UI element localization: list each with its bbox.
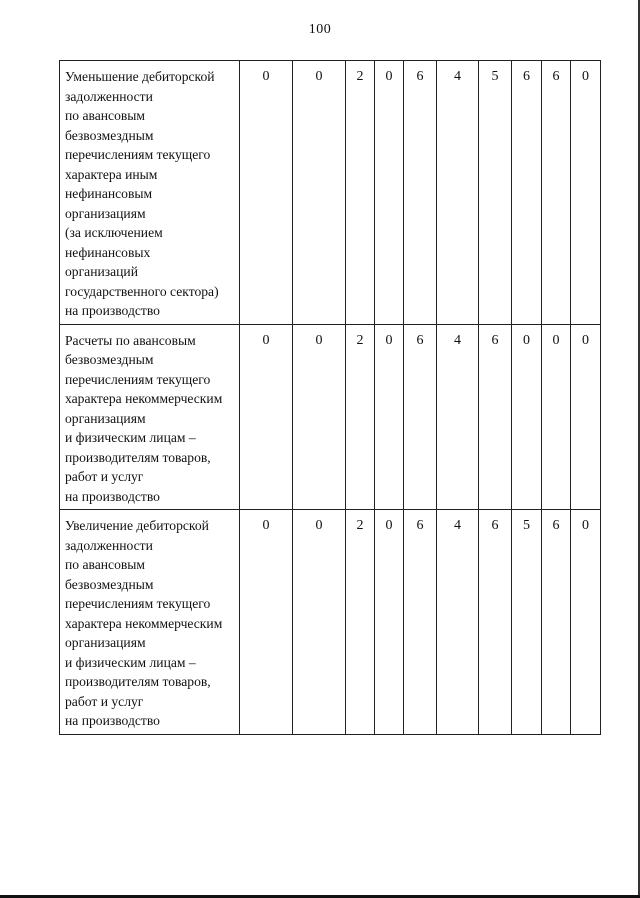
code-digit: 6 [404,61,437,325]
code-digit: 6 [404,324,437,510]
code-digit: 2 [346,510,375,735]
code-digit: 4 [437,61,479,325]
row-description: Увеличение дебиторской задолженности по авансовым безвозмездным перечислениям текущего характера некоммерческим организациям и физическим лицам – производителям товаров, работ и услуг на производство [60,510,240,735]
code-digit: 0 [571,324,601,510]
code-digit: 0 [375,510,404,735]
code-digit: 6 [512,61,542,325]
code-digit: 0 [240,61,293,325]
table-row [60,510,601,735]
code-digit: 2 [346,61,375,325]
code-digit: 6 [479,510,512,735]
row-description: Расчеты по авансовым безвозмездным перечислениям текущего характера некоммерческим организациям и физическим лицам – производителям товаров, работ и услуг на производство [60,324,240,510]
code-digit: 0 [375,61,404,325]
code-digit: 0 [240,510,293,735]
code-digit: 6 [542,61,571,325]
classification-table [59,60,601,735]
code-digit: 0 [542,324,571,510]
code-digit: 2 [346,324,375,510]
page-number: 100 [308,22,332,37]
code-digit: 0 [293,510,346,735]
code-digit: 0 [571,61,601,325]
code-digit: 6 [542,510,571,735]
code-digit: 5 [512,510,542,735]
code-digit: 4 [437,324,479,510]
table-row [60,324,601,510]
code-digit: 0 [571,510,601,735]
code-digit: 0 [293,61,346,325]
table-row [60,61,601,325]
code-digit: 5 [479,61,512,325]
row-description: Уменьшение дебиторской задолженности по авансовым безвозмездным перечислениям текущего характера иным нефинансовым организациям (за исключением нефинансовых организаций государственного сектора) на производство [60,61,240,325]
code-digit: 0 [293,324,346,510]
code-digit: 0 [375,324,404,510]
code-digit: 4 [437,510,479,735]
code-digit: 0 [240,324,293,510]
code-digit: 6 [404,510,437,735]
code-digit: 0 [512,324,542,510]
code-digit: 6 [479,324,512,510]
